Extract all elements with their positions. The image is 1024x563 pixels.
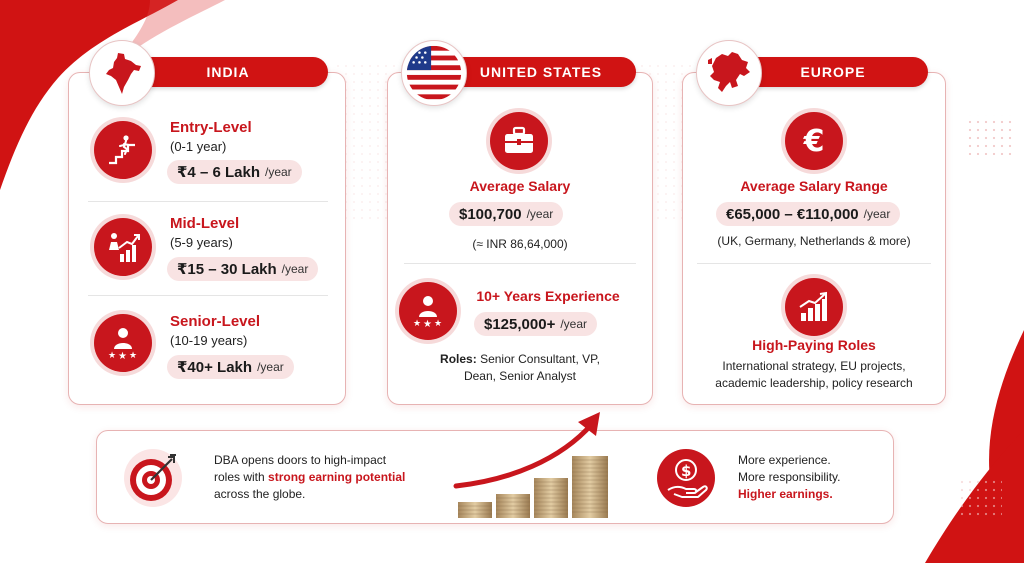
europe-average-salary: €65,000 – €110,000 (726, 205, 859, 223)
us-experience-salary: $125,000+ (484, 315, 556, 333)
mid-level-years: (5-9 years) (170, 235, 233, 250)
europe-average-salary-unit: /year (863, 207, 891, 221)
svg-text:★: ★ (413, 319, 422, 329)
europe-roles-description (682, 358, 946, 392)
briefcase-icon (490, 112, 548, 170)
europe-roles-heading: High-Paying Roles (752, 337, 876, 353)
us-experience-salary-pill (474, 312, 597, 336)
bottom-left-line3: across the globe. (214, 487, 306, 501)
euro-icon: € (785, 112, 843, 170)
senior-level-unit: /year (257, 360, 284, 374)
us-experience-unit: /year (560, 317, 588, 331)
us-roles (387, 351, 653, 385)
europe-roles-line1: International strategy, EU projects, (722, 359, 906, 373)
mid-level-unit: /year (281, 262, 309, 276)
us-average-salary-unit: /year (526, 207, 554, 221)
svg-text:★: ★ (129, 351, 138, 361)
us-average-salary: $100,700 (459, 205, 522, 223)
india-map-icon (98, 49, 146, 97)
bottom-left-message (214, 452, 454, 503)
us-average-salary-pill (449, 202, 563, 226)
entry-level-salary: ₹4 – 6 Lakh (177, 164, 260, 181)
mid-level-salary: ₹15 – 30 Lakh (177, 261, 277, 278)
senior-experience-icon (399, 282, 457, 340)
us-inr-conversion: (≈ INR 86,64,000) (472, 237, 568, 251)
europe-average-salary-heading: Average Salary Range (740, 178, 888, 194)
us-divider (404, 263, 636, 264)
india-map-medallion (89, 40, 155, 106)
target-icon (122, 447, 184, 509)
bottom-right-line2: More responsibility. (738, 470, 841, 484)
us-average-salary-heading: Average Salary (469, 178, 571, 194)
europe-map-medallion (696, 40, 762, 106)
career-stairs-icon (94, 121, 152, 179)
india-divider-1 (88, 201, 328, 202)
europe-map-icon (704, 50, 754, 96)
senior-level-salary-pill (167, 355, 294, 379)
svg-text:★: ★ (423, 319, 432, 329)
entry-level-salary-pill (167, 160, 302, 184)
us-flag-medallion (401, 40, 467, 106)
europe-divider (697, 263, 931, 264)
europe-growth-chart-icon (785, 278, 843, 336)
entry-level-unit: /year (264, 165, 292, 179)
europe-roles-line2: academic leadership, policy research (715, 376, 913, 390)
europe-label: EUROPE (738, 57, 928, 87)
star-professional-icon (94, 314, 152, 372)
europe-average-salary-pill (716, 202, 900, 226)
us-roles-line2: Dean, Senior Analyst (463, 369, 577, 383)
senior-level-years: (10-19 years) (170, 333, 248, 348)
us-roles-line1: Senior Consultant, VP, (480, 352, 600, 366)
bottom-left-line1: DBA opens doors to high-impact (214, 453, 387, 467)
bottom-right-message (738, 452, 888, 503)
mid-level-salary-pill (167, 257, 318, 281)
us-experience-heading: 10+ Years Experience (476, 288, 620, 304)
entry-level-title: Entry-Level (170, 119, 252, 136)
india-divider-2 (88, 295, 328, 296)
bottom-right-line3: Higher earnings. (738, 487, 833, 501)
india-label: INDIA (128, 57, 328, 87)
europe-countries-note: (UK, Germany, Netherlands & more) (717, 234, 911, 248)
senior-level-title: Senior-Level (170, 313, 261, 330)
growth-chart-icon (94, 218, 152, 276)
svg-text:$: $ (681, 462, 692, 480)
bottom-left-line2-pre: roles with (214, 470, 269, 484)
money-hand-icon (656, 448, 716, 508)
coin-stacks-growth-illustration (450, 410, 630, 522)
entry-level-years: (0-1 year) (170, 139, 227, 154)
bottom-right-line1: More experience. (738, 453, 831, 467)
senior-level-salary: ₹40+ Lakh (177, 359, 253, 376)
svg-text:★: ★ (118, 351, 127, 361)
bottom-left-line2-bold: strong earning potential (268, 470, 406, 484)
mid-level-title: Mid-Level (170, 215, 240, 232)
us-flag-icon (402, 40, 466, 106)
svg-text:★: ★ (434, 319, 443, 329)
us-label: UNITED STATES (446, 57, 636, 87)
us-roles-label: Roles: (440, 352, 477, 366)
svg-text:★: ★ (108, 351, 117, 361)
